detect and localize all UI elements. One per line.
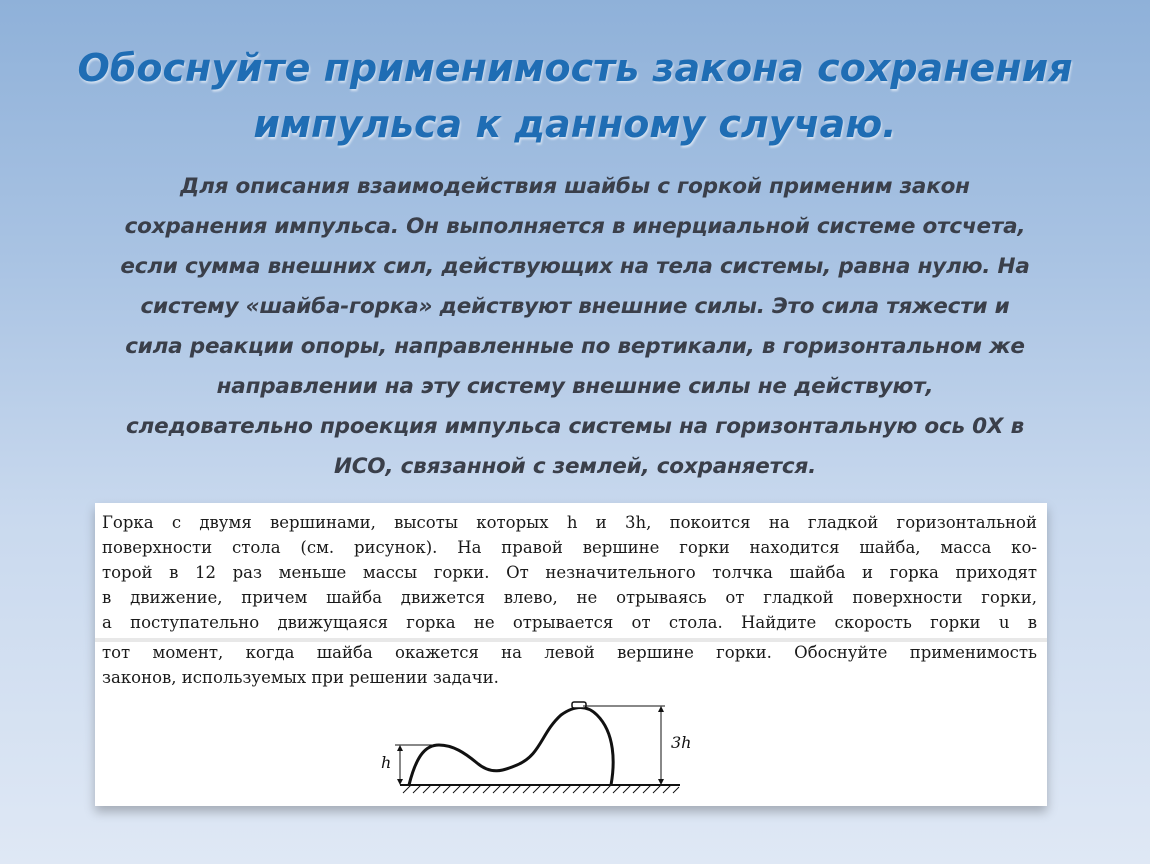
problem-line: тот момент, когда шайба окажется на левой вершине горки. Обоснуйте применимость [102,643,1037,662]
problem-line: в движение, причем шайба движется влево, не отрываясь от гладкой поверхности горки, [102,588,1037,607]
explanation-line: сохранения импульса. Он выполняется в инерциальной системе отсчета, [124,214,1026,239]
explanation-line: ИСО, связанной с землей, сохраняется. [333,454,817,479]
hill-diagram [365,693,705,803]
problem-line: поверхности стола (см. рисунок). На правой вершине горки находится шайба, масса ко- [102,538,1037,557]
slide-title [60,40,1090,152]
ground-hatching [403,785,679,793]
h-arrow-up [397,745,403,751]
title-line: импульса к данному случаю. [253,102,897,146]
title-line: Обоснуйте применимость закона сохранения [77,46,1073,90]
problem-statement-image [95,503,1047,806]
explanation-line: систему «шайба-горка» действуют внешние силы. Это сила тяжести и [140,294,1010,319]
3h-arrow-up [658,706,664,712]
label-h: h [381,753,392,772]
explanation-line: если сумма внешних сил, действующих на тела системы, равна нулю. На [120,254,1030,279]
problem-line: Горка с двумя вершинами, высоты которых h и 3h, покоится на гладкой горизонтальной [102,513,1037,532]
explanation-line: направлении на эту систему внешние силы не действуют, [216,374,934,399]
problem-line: торой в 12 раз меньше массы горки. От незначительного толчка шайба и горка приходят [102,563,1037,582]
label-3h: 3h [671,733,692,752]
hill-figure [365,693,705,803]
hill-profile [409,708,613,786]
problem-line: а поступательно движущаяся горка не отрывается от стола. Найдите скорость горки u в [102,613,1037,632]
puck [572,702,586,708]
explanation-line: следовательно проекция импульса системы на горизонтальную ось 0Х в [126,414,1024,439]
problem-line: законов, используемых при решении задачи. [102,668,499,687]
explanation-line: Для описания взаимодействия шайбы с горкой применим закон [180,174,970,199]
explanation-text [40,167,1110,487]
explanation-line: сила реакции опоры, направленные по вертикали, в горизонтальном же [125,334,1025,359]
